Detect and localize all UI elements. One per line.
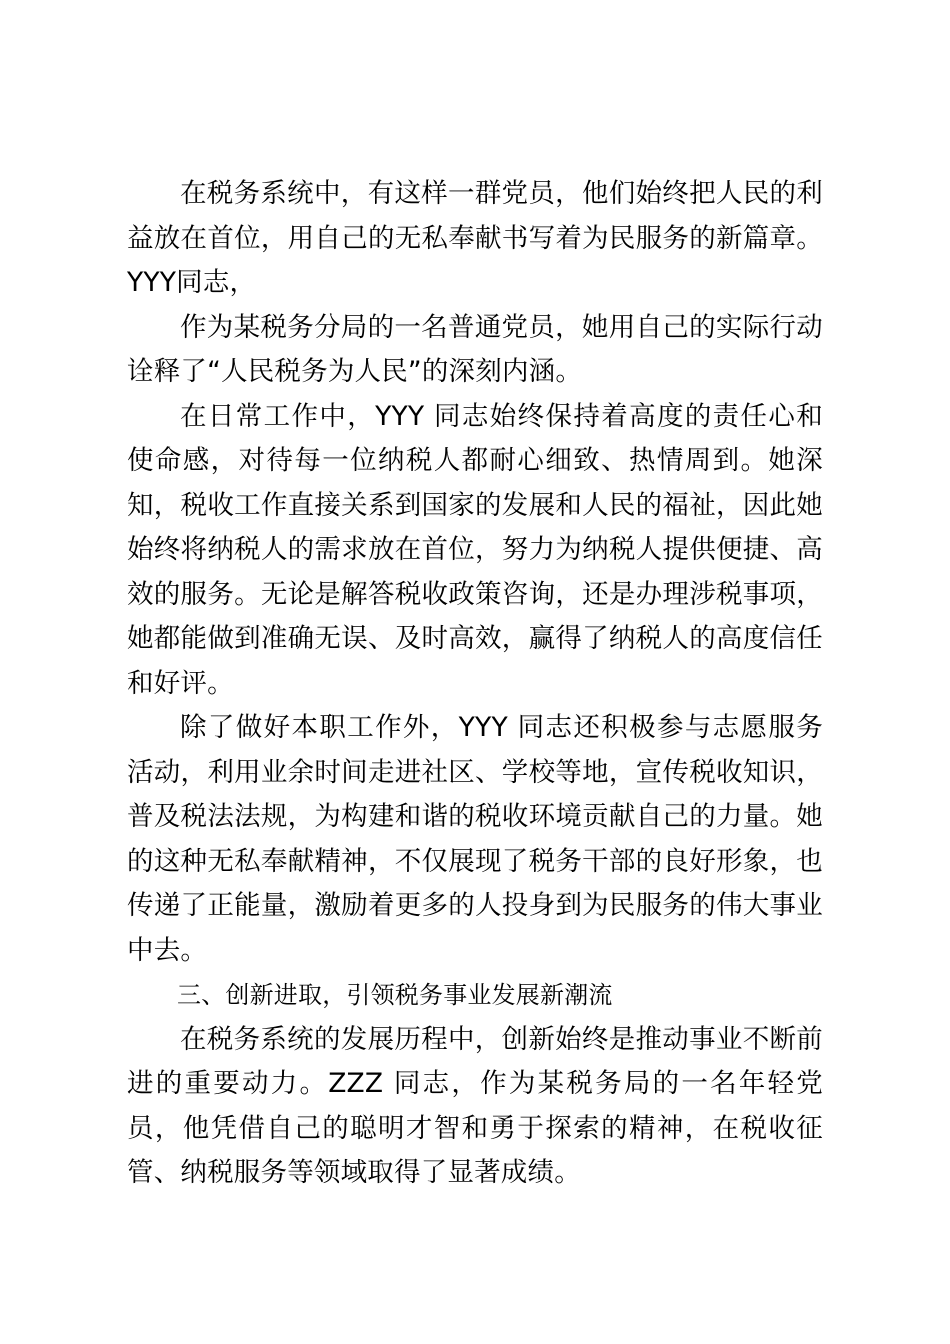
paragraph-daily-work: 在日常工作中，YYY 同志始终保持着高度的责任心和使命感，对待每一位纳税人都耐心细致、热情周到。她深知，税收工作直接关系到国家的发展和人民的福祉，因此她始终将纳税人的需求放在首位，努力为纳税人提供便捷、高效的服务。无论是解答税收政策咨询，还是办理涉税事项，她都能做到准确无误、及时高效，赢得了纳税人的高度信任和好评。 — [127, 400, 823, 699]
paragraph-yyy-role: 作为某税务分局的一名普通党员，她用自己的实际行动诠释了“人民税务为人民”的深刻内涵。 — [127, 311, 823, 387]
paragraph-volunteer: 除了做好本职工作外，YYY 同志还积极参与志愿服务活动，利用业余时间走进社区、学校等地，宣传税收知识，普及税法法规，为构建和谐的税收环境贡献自己的力量。她的这种无私奉献精神，不仅展现了税务干部的良好形象，也传递了正能量，激励着更多的人投身到为民服务的伟大事业中去。 — [127, 712, 823, 966]
paragraph-intro: 在税务系统中，有这样一群党员，他们始终把人民的利益放在首位，用自己的无私奉献书写着为民服务的新篇章。YYY同志， — [127, 178, 823, 298]
document-body — [127, 172, 823, 1196]
paragraph-innovation: 在税务系统的发展历程中，创新始终是推动事业不断前进的重要动力。ZZZ 同志，作为某税务局的一名年轻党员，他凭借自己的聪明才智和勇于探索的精神，在税收征管、纳税服务等领域取得了显著成绩。 — [127, 1023, 823, 1188]
section-heading: 三、创新进取，引领税务事业发展新潮流 — [177, 981, 613, 1009]
